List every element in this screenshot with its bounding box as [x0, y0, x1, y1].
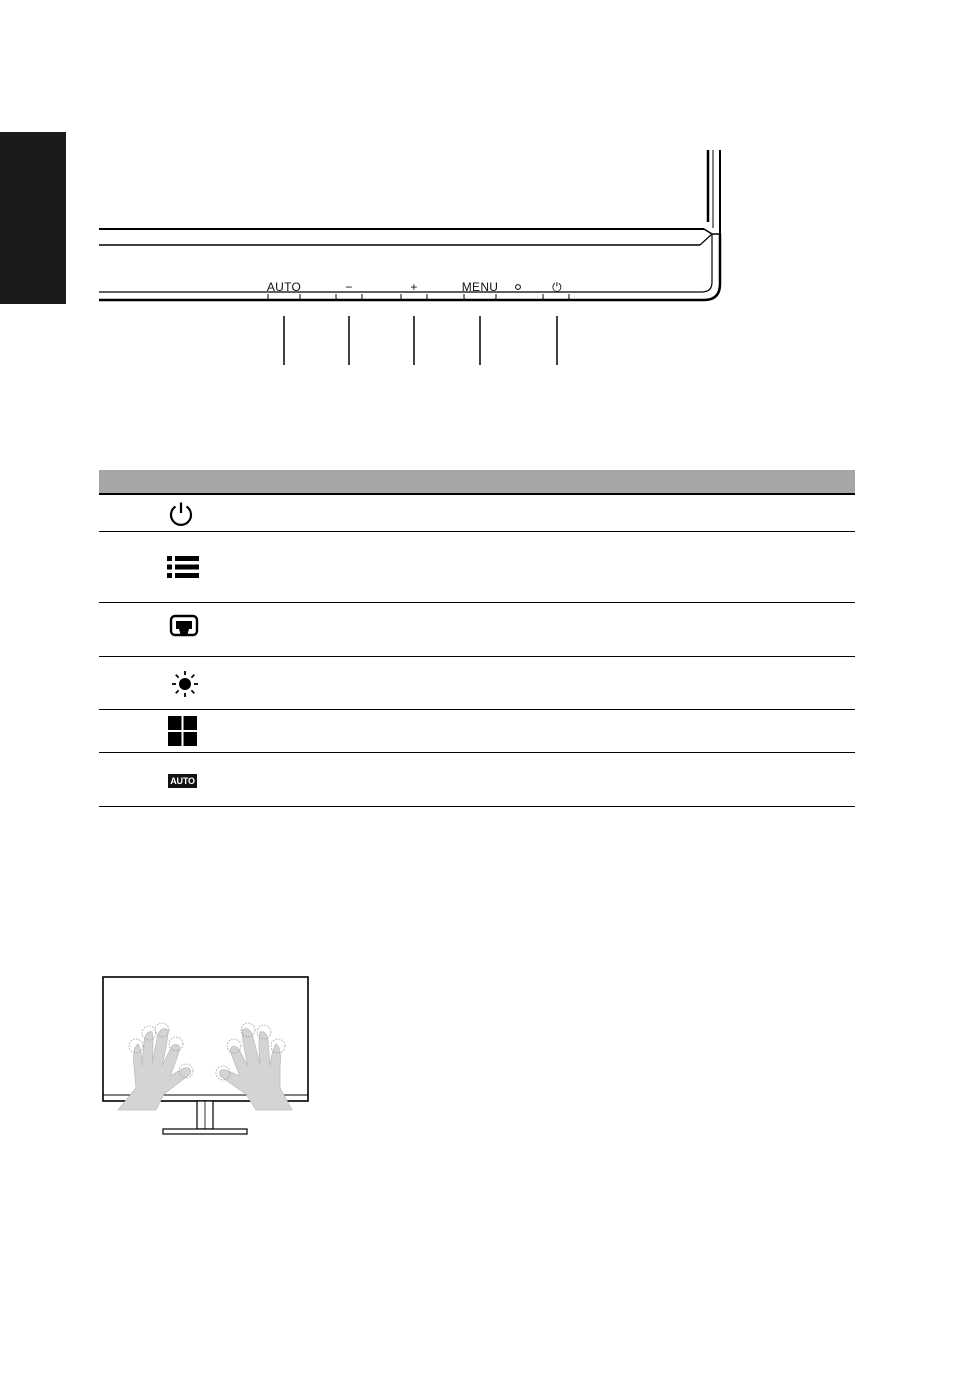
plus-button-label: + — [410, 280, 418, 294]
hands-on-monitor-illustration — [96, 970, 316, 1140]
power-icon — [167, 500, 195, 528]
table-row-divider — [99, 656, 855, 657]
input-source-icon — [168, 614, 200, 642]
menu-button-label: MENU — [461, 280, 499, 294]
auto-icon: AUTO — [168, 774, 197, 788]
table-row-divider — [99, 602, 855, 603]
menu-list-icon — [167, 555, 199, 579]
modes-grid-icon — [168, 715, 198, 747]
monitor-bezel-diagram — [0, 0, 954, 380]
table-row-divider — [99, 709, 855, 710]
control-table-header — [99, 470, 855, 495]
power-button-label: ⏻ — [552, 280, 562, 294]
minus-button-label: − — [345, 280, 353, 294]
brightness-icon — [171, 670, 199, 698]
table-row-divider — [99, 752, 855, 753]
table-bottom-border — [99, 806, 855, 807]
auto-button-label: AUTO — [266, 280, 302, 294]
table-row-divider — [99, 531, 855, 532]
